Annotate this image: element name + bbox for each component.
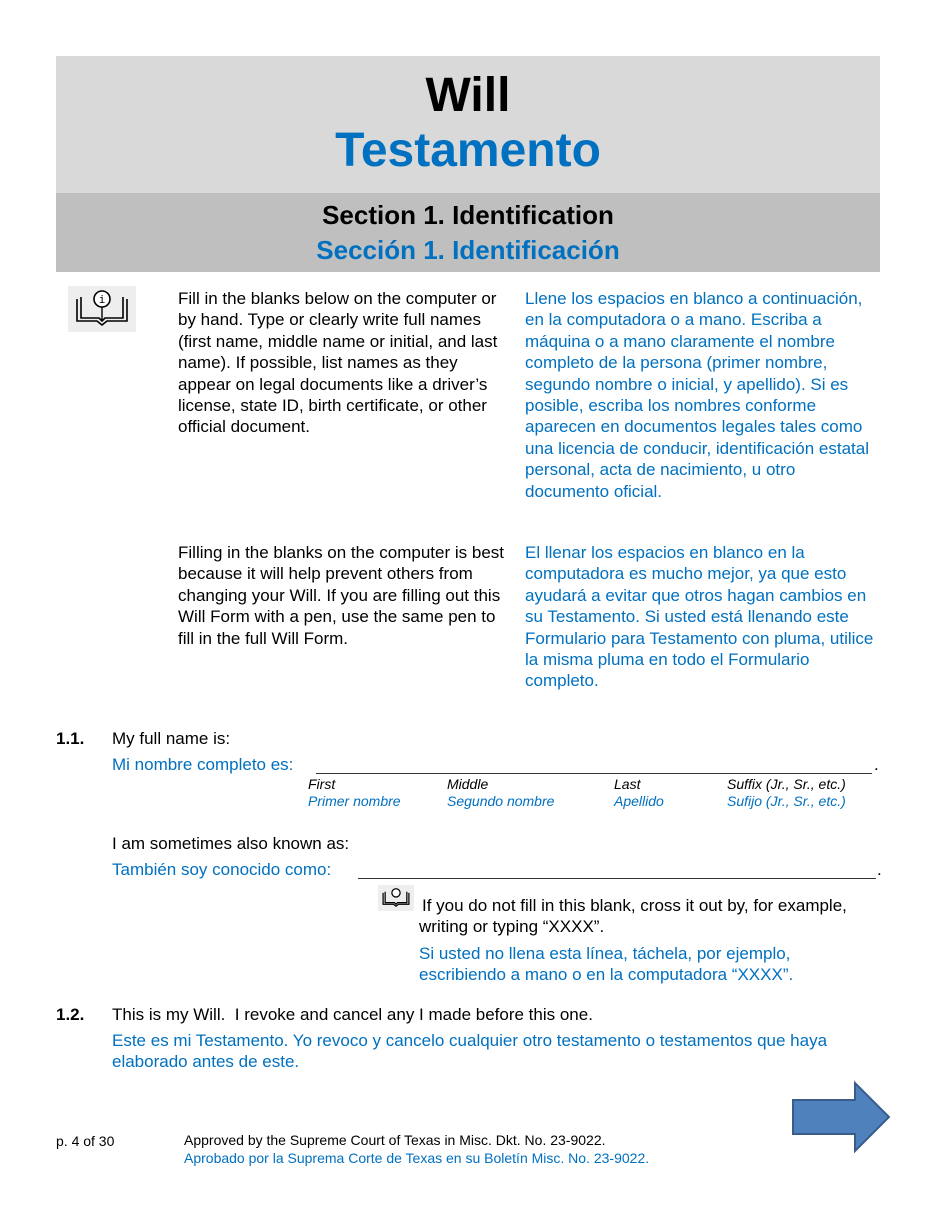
last-label: Last — [614, 776, 641, 792]
middle-label-es: Segundo nombre — [447, 793, 555, 809]
item-number-1-2: 1.2. — [56, 1005, 85, 1024]
section-title: Section 1. Identification — [322, 200, 614, 230]
approval-note: Approved by the Supreme Court of Texas in Misc. Dkt. No. 23-9022. — [184, 1132, 606, 1148]
intro-paragraph-2-es: El llenar los espacios en blanco en la computadora es mucho mejor, ya que esto ayudará a evitar que otros hagan cambios en su Testamento. Si usted está llenando este Formulario para Testamento con pluma, utilice la misma pluma en todo el Formulario completo. — [525, 543, 874, 691]
intro-paragraph-2: Filling in the blanks on the computer is best because it will help prevent others from changing your Will. If you are filling out this Will Form with a pen, use the same pen to fill in the full Will Form. — [178, 543, 505, 648]
period: . — [877, 860, 882, 879]
aka-label-es: También soy conocido como: — [112, 860, 332, 879]
section-banner — [56, 193, 880, 272]
page-title: Will — [425, 69, 511, 122]
page-number: p. 4 of 30 — [56, 1133, 115, 1149]
intro-paragraph-1-es: Llene los espacios en blanco a continuación, en la computadora o a mano. Escriba a máquina o a mano claramente el nombre completo de la persona (primer nombre, segundo nombre o inicial, y apellido). Si es posible, escriba los nombres conforme aparecen en documentos legales tales como una licencia de conducir, identificación estatal personal, acta de nacimiento, u otro documento oficial. — [525, 289, 869, 501]
full-name-input[interactable] — [316, 757, 872, 774]
svg-text:i: i — [98, 293, 106, 306]
full-name-label-es: Mi nombre completo es: — [112, 755, 294, 774]
page-title-es: Testamento — [335, 124, 601, 177]
next-page-arrow-icon[interactable] — [790, 1080, 892, 1159]
last-label-es: Apellido — [614, 793, 664, 809]
aka-label: I am sometimes also known as: — [112, 834, 350, 853]
section-title-es: Sección 1. Identificación — [316, 235, 620, 265]
revoke-statement: This is my Will. I revoke and cancel any I made before this one. — [112, 1005, 593, 1024]
approval-note-es: Aprobado por la Suprema Corte de Texas en su Boletín Misc. No. 23-9022. — [184, 1150, 650, 1166]
title-banner — [56, 56, 880, 193]
middle-label: Middle — [447, 776, 489, 792]
period: . — [874, 755, 879, 774]
info-book-icon — [68, 286, 136, 332]
suffix-label-es: Sufijo (Jr., Sr., etc.) — [727, 793, 846, 809]
full-name-label: My full name is: — [112, 729, 231, 748]
suffix-label: Suffix (Jr., Sr., etc.) — [727, 776, 846, 792]
aka-note: If you do not fill in this blank, cross it out by, for example, writing or typing “XXXX”. — [419, 896, 847, 937]
first-label-es: Primer nombre — [308, 793, 401, 809]
aka-note-es: Si usted no llena esta línea, táchela, por ejemplo, escribiendo a mano o en la computadora “XXXX”. — [419, 944, 794, 985]
first-label: First — [308, 776, 336, 792]
intro-paragraph-1: Fill in the blanks below on the computer or by hand. Type or clearly write full names (first name, middle name or initial, and last name). If possible, list names as they appear on legal documents like a driver’s license, state ID, birth certificate, or other official document. — [178, 289, 498, 437]
aka-input[interactable] — [358, 862, 876, 879]
revoke-statement-es: Este es mi Testamento. Yo revoco y cancelo cualquier otro testamento o testamentos que haya elaborado antes de este. — [112, 1031, 828, 1072]
item-number-1-1: 1.1. — [56, 729, 85, 748]
info-book-icon — [378, 885, 414, 911]
